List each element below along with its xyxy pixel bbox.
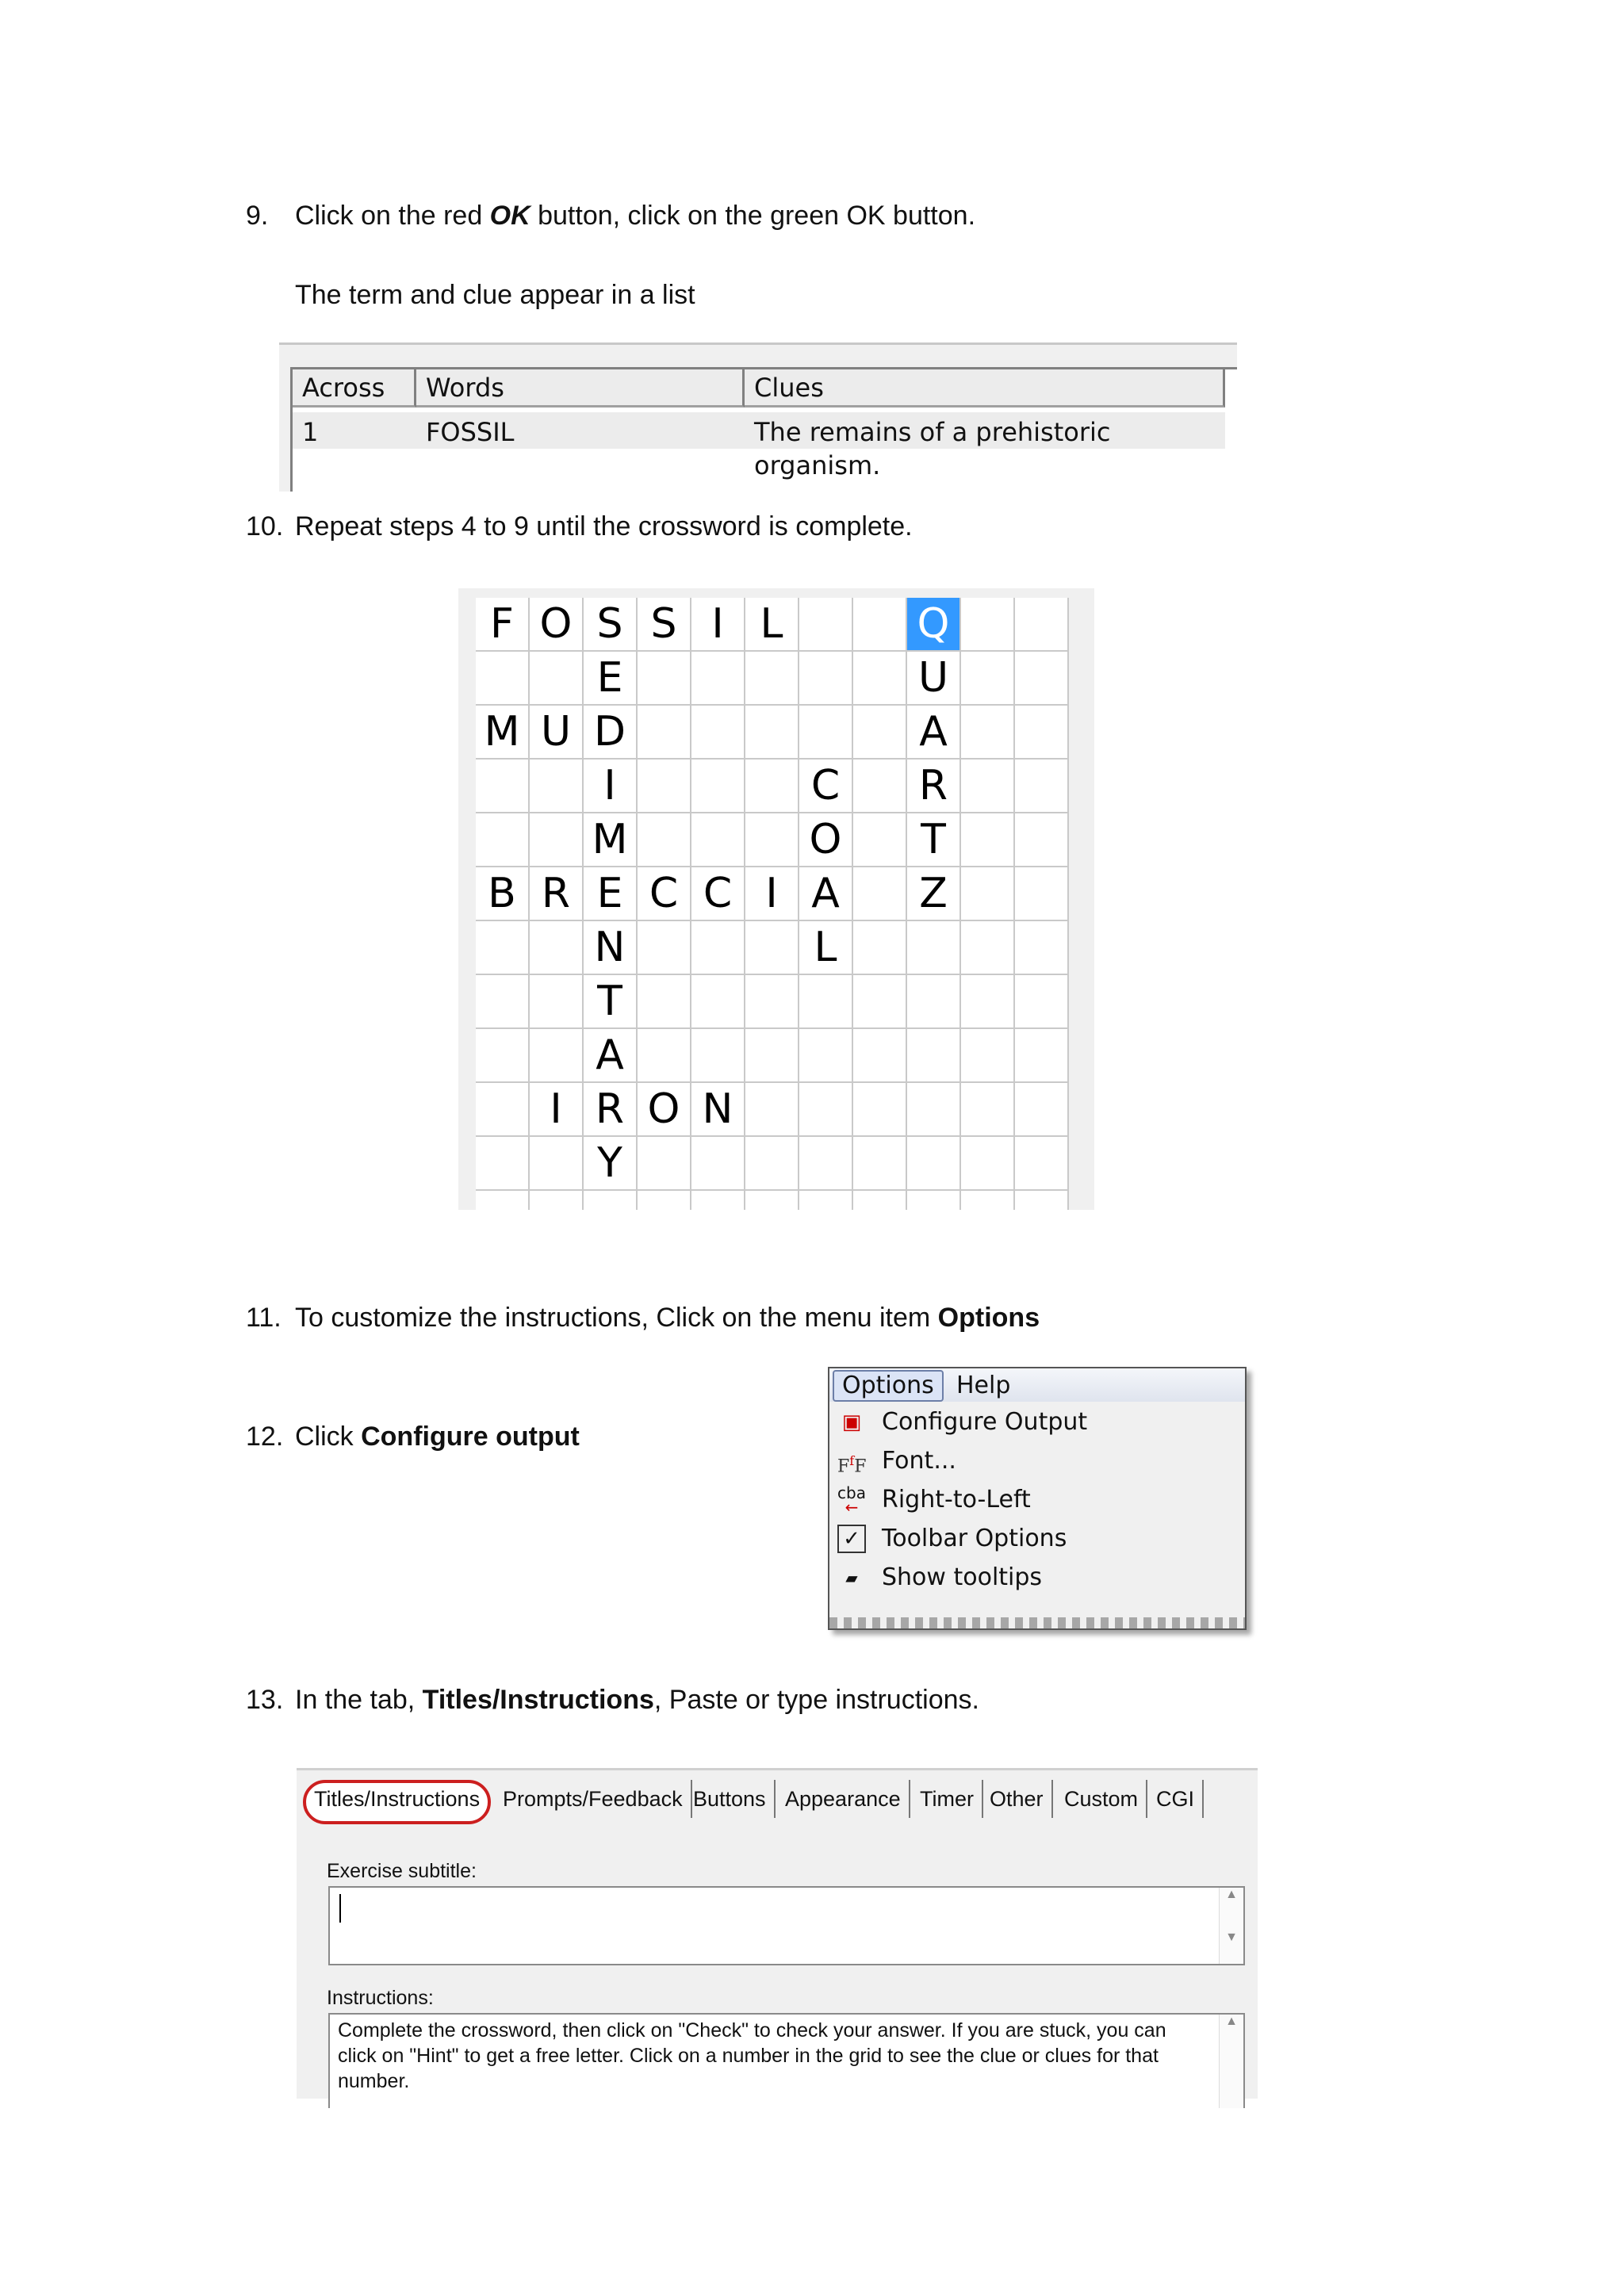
grid-cell[interactable]: M [584,813,638,867]
grid-cell[interactable] [745,1029,799,1083]
grid-cell[interactable] [799,706,853,760]
grid-cell[interactable] [799,1029,853,1083]
grid-cell[interactable]: F [476,598,530,652]
menu-help[interactable]: Help [956,1372,1011,1399]
grid-cell[interactable] [476,1029,530,1083]
toolbar-options-icon: ✓ [837,1525,866,1553]
tab-buttons[interactable]: Buttons [685,1780,776,1818]
grid-cell[interactable] [530,1137,584,1191]
configure-output-icon: ▣ [841,1410,862,1434]
grid-cell[interactable] [476,1137,530,1191]
grid-cell[interactable]: Z [907,867,961,921]
grid-cell[interactable] [961,975,1015,1029]
grid-cell[interactable]: L [799,921,853,975]
grid-cell[interactable] [1015,1029,1069,1083]
grid-cell[interactable] [638,1137,691,1191]
subtitle-label: Exercise subtitle: [327,1860,477,1882]
grid-cell[interactable]: Q [907,598,961,652]
grid-cell[interactable]: I [745,867,799,921]
grid-cell[interactable]: A [799,867,853,921]
grid-cell[interactable]: C [638,867,691,921]
grid-cell[interactable] [907,1083,961,1137]
subtitle-scrollbar[interactable]: ▲ ▼ [1219,1888,1243,1964]
grid-cell[interactable] [745,1083,799,1137]
tab-titles-instructions[interactable]: Titles/Instructions [303,1780,491,1824]
grid-cell[interactable]: O [799,813,853,867]
step-9-text: Click on the red OK button, click on the green OK button. [295,201,976,231]
grid-cell[interactable] [853,760,907,813]
step-10-text: Repeat steps 4 to 9 until the crossword is complete. [295,511,913,541]
grid-cell[interactable] [476,921,530,975]
grid-cell[interactable] [530,1191,584,1210]
grid-cell[interactable] [745,1137,799,1191]
grid-cell[interactable] [853,706,907,760]
grid-cell[interactable]: O [638,1083,691,1137]
grid-cell[interactable] [907,921,961,975]
grid-cell[interactable] [745,813,799,867]
subtitle-input[interactable] [328,1886,1245,1965]
grid-cell[interactable] [799,1083,853,1137]
grid-cell[interactable]: I [584,760,638,813]
step-number: 12. [246,1422,284,1452]
step-12-text: Click Configure output [295,1422,580,1452]
grid-cell[interactable]: L [745,598,799,652]
row-word: FOSSIL [426,417,515,447]
step-number: 11. [246,1303,282,1333]
grid-cell[interactable] [691,1137,745,1191]
font-icon: $F^fF$ [837,1453,867,1477]
menu-item-label: Show tooltips [882,1563,1043,1591]
grid-cell[interactable] [745,760,799,813]
grid-cell[interactable] [853,652,907,706]
grid-cell[interactable] [853,921,907,975]
crossword-panel [458,588,1094,1210]
grid-cell[interactable] [530,760,584,813]
menu-item-font[interactable] [834,1442,1231,1480]
grid-cell[interactable] [530,652,584,706]
word-list-panel [279,342,1237,492]
grid-cell[interactable] [530,975,584,1029]
grid-cell[interactable] [638,1191,691,1210]
instructions-scrollbar[interactable]: ▲ [1219,2015,1243,2108]
tab-cgi[interactable]: CGI [1148,1780,1204,1818]
grid-cell[interactable] [853,1191,907,1210]
grid-cell[interactable]: T [907,813,961,867]
grid-cell[interactable] [745,652,799,706]
grid-cell[interactable] [1015,652,1069,706]
grid-cell[interactable] [1015,598,1069,652]
grid-cell[interactable] [799,598,853,652]
grid-cell[interactable]: Y [584,1137,638,1191]
torn-edge [829,1617,1245,1628]
grid-cell[interactable] [961,1029,1015,1083]
grid-cell[interactable] [907,975,961,1029]
grid-cell[interactable] [691,652,745,706]
row-number: 1 [302,417,319,447]
grid-cell[interactable] [691,760,745,813]
grid-cell[interactable] [691,921,745,975]
grid-cell[interactable] [584,1191,638,1210]
grid-cell[interactable]: R [907,760,961,813]
tooltips-icon: ▰ [845,1568,858,1587]
grid-cell[interactable]: N [691,1083,745,1137]
configure-output-dialog [297,1768,1258,2099]
step-13-text: In the tab, Titles/Instructions, Paste or type instructions. [295,1685,979,1715]
grid-cell[interactable] [853,598,907,652]
step-number: 9. [246,201,269,231]
grid-cell[interactable] [1015,975,1069,1029]
grid-cell[interactable] [476,813,530,867]
grid-cell[interactable] [1015,867,1069,921]
grid-cell[interactable] [961,1191,1015,1210]
grid-cell[interactable] [638,1029,691,1083]
text-caret [339,1894,341,1923]
grid-cell[interactable]: U [907,652,961,706]
grid-cell[interactable] [691,706,745,760]
grid-cell[interactable] [853,1083,907,1137]
grid-cell[interactable] [1015,1191,1069,1210]
step-11-text: To customize the instructions, Click on the menu item Options [295,1303,1040,1333]
grid-cell[interactable]: I [691,598,745,652]
grid-cell[interactable] [476,652,530,706]
grid-cell[interactable]: C [799,760,853,813]
grid-cell[interactable] [638,813,691,867]
grid-cell[interactable] [638,652,691,706]
grid-cell[interactable] [638,921,691,975]
instructions-value: Complete the crossword, then click on "Check" to check your answer. If you are stuck, you can click on "Hint" to get a free letter. Click on a number in the grid to see the clue or clues for that number. [338,2019,1166,2092]
menu-item-label: Configure Output [882,1408,1088,1436]
grid-cell[interactable] [745,921,799,975]
grid-cell[interactable]: R [530,867,584,921]
grid-cell[interactable] [961,598,1015,652]
grid-cell[interactable] [961,760,1015,813]
grid-cell[interactable]: I [530,1083,584,1137]
grid-cell[interactable]: S [584,598,638,652]
grid-cell[interactable] [961,706,1015,760]
grid-cell[interactable] [530,921,584,975]
grid-cell[interactable] [691,1191,745,1210]
grid-cell[interactable] [961,921,1015,975]
menu-item-right-to-left[interactable] [834,1481,1231,1519]
grid-cell[interactable] [961,867,1015,921]
grid-cell[interactable] [530,813,584,867]
grid-cell[interactable]: C [691,867,745,921]
grid-cell[interactable]: N [584,921,638,975]
row-clue: The remains of a prehistoric organism. [754,417,1111,480]
grid-cell[interactable] [799,975,853,1029]
menu-item-configure-output[interactable] [834,1403,1231,1441]
grid-cell[interactable] [1015,706,1069,760]
menu-item-label: Font... [882,1447,956,1475]
grid-cell[interactable]: T [584,975,638,1029]
tab-prompts-feedback[interactable]: Prompts/Feedback [495,1780,692,1818]
grid-cell[interactable]: M [476,706,530,760]
tab-other[interactable]: Other [982,1780,1053,1818]
grid-cell[interactable] [853,867,907,921]
instructions-label: Instructions: [327,1987,434,2009]
grid-cell[interactable] [638,760,691,813]
grid-cell[interactable]: O [530,598,584,652]
grid-cell[interactable]: A [584,1029,638,1083]
grid-cell[interactable] [961,1137,1015,1191]
grid-cell[interactable] [691,975,745,1029]
grid-cell[interactable] [476,975,530,1029]
grid-cell[interactable] [691,1029,745,1083]
grid-cell[interactable] [476,1083,530,1137]
grid-cell[interactable] [530,1029,584,1083]
grid-cell[interactable] [853,813,907,867]
grid-cell[interactable]: B [476,867,530,921]
menu-options[interactable]: Options [833,1370,944,1402]
grid-cell[interactable] [638,975,691,1029]
grid-cell[interactable] [638,706,691,760]
grid-cell[interactable]: R [584,1083,638,1137]
grid-cell[interactable]: S [638,598,691,652]
grid-cell[interactable] [907,1029,961,1083]
step-number: 13. [246,1685,284,1715]
grid-cell[interactable] [1015,1083,1069,1137]
step-number: 10. [246,511,284,541]
tab-appearance[interactable]: Appearance [777,1780,910,1818]
grid-cell[interactable] [799,652,853,706]
menu-item-show-tooltips[interactable] [834,1559,1231,1597]
grid-cell[interactable] [745,1191,799,1210]
column-header-words[interactable]: Words [416,369,745,408]
options-menu [828,1367,1247,1630]
column-header-clues[interactable]: Clues [745,369,1225,408]
grid-cell[interactable] [691,813,745,867]
grid-cell[interactable]: E [584,867,638,921]
grid-cell[interactable] [961,1083,1015,1137]
grid-cell[interactable]: A [907,706,961,760]
menu-item-toolbar-options[interactable] [834,1520,1231,1558]
tab-custom[interactable]: Custom [1056,1780,1147,1818]
word-list [290,367,1237,492]
grid-cell[interactable] [1015,921,1069,975]
step-9-note: The term and clue appear in a list [295,280,695,310]
grid-cell[interactable]: E [584,652,638,706]
grid-cell[interactable] [853,1137,907,1191]
grid-cell[interactable] [745,706,799,760]
grid-cell[interactable] [1015,760,1069,813]
grid-cell[interactable] [799,1191,853,1210]
column-header-across[interactable]: Across [293,369,416,408]
right-to-left-icon: cba ← [837,1483,866,1517]
grid-cell[interactable] [1015,1137,1069,1191]
grid-cell[interactable] [745,975,799,1029]
grid-cell[interactable] [961,652,1015,706]
grid-cell[interactable] [853,1029,907,1083]
grid-cell[interactable] [476,1191,530,1210]
grid-cell[interactable]: D [584,706,638,760]
menu-item-label: Right-to-Left [882,1486,1031,1513]
instructions-input[interactable] [328,2013,1245,2108]
grid-cell[interactable] [907,1137,961,1191]
grid-cell[interactable] [907,1191,961,1210]
grid-cell[interactable] [961,813,1015,867]
grid-cell[interactable] [853,975,907,1029]
tab-timer[interactable]: Timer [912,1780,983,1818]
menu-item-label: Toolbar Options [882,1525,1067,1552]
grid-cell[interactable] [799,1137,853,1191]
grid-cell[interactable] [476,760,530,813]
grid-cell[interactable] [1015,813,1069,867]
grid-cell[interactable]: U [530,706,584,760]
